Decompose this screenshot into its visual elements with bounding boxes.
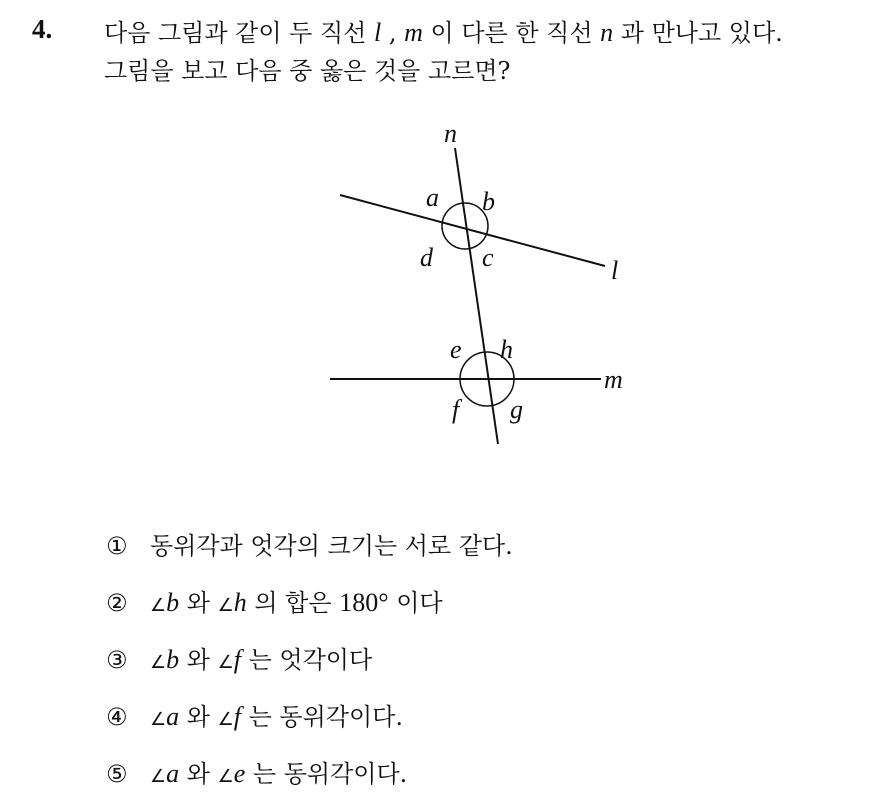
choice-mark: ③ bbox=[106, 646, 128, 674]
choice-3[interactable] bbox=[106, 640, 513, 697]
choice-5[interactable] bbox=[106, 754, 513, 811]
choice-mark: ⑤ bbox=[106, 760, 128, 788]
angle-label-a: a bbox=[426, 183, 439, 212]
angle-var: f bbox=[233, 645, 241, 674]
choice-text: 는 동위각이다. bbox=[245, 760, 408, 788]
choice-text: 이다 bbox=[388, 589, 443, 617]
transversal-figure bbox=[320, 112, 660, 452]
angle-symbol: ∠ bbox=[150, 652, 167, 673]
angle-symbol: ∠ bbox=[217, 709, 234, 730]
question-line-2: 그림을 보고 다음 중 옳은 것을 고르면? bbox=[104, 57, 511, 85]
question-stem bbox=[104, 14, 874, 90]
angle-var: f bbox=[233, 702, 241, 731]
angle-var: a bbox=[166, 759, 180, 788]
choice-1[interactable] bbox=[106, 526, 513, 583]
choice-conj: 와 bbox=[179, 703, 218, 731]
angle-symbol: ∠ bbox=[150, 709, 167, 730]
choice-conj: 와 bbox=[179, 646, 218, 674]
angle-label-g: g bbox=[510, 395, 523, 424]
angle-symbol: ∠ bbox=[150, 595, 167, 616]
question-line-1 bbox=[104, 14, 874, 52]
angle-symbol: ∠ bbox=[217, 595, 234, 616]
angle-var: b bbox=[166, 588, 180, 617]
angle-var: b bbox=[166, 645, 180, 674]
choice-conj: 와 bbox=[179, 589, 218, 617]
stem-text-2: 이 다른 한 직선 bbox=[422, 19, 601, 47]
angle-label-d: d bbox=[420, 243, 433, 272]
angle-label-c: c bbox=[482, 243, 494, 272]
choice-mark: ① bbox=[106, 532, 128, 560]
stem-text-1: 다음 그림과 같이 두 직선 bbox=[104, 19, 374, 47]
choice-4[interactable] bbox=[106, 697, 513, 754]
label-n: n bbox=[444, 119, 457, 148]
angle-var: a bbox=[166, 702, 180, 731]
choice-mark: ④ bbox=[106, 703, 128, 731]
stem-comma: , bbox=[381, 19, 405, 47]
angle-var: h bbox=[233, 588, 247, 617]
choice-text: 는 엇각이다 bbox=[240, 646, 373, 674]
stem-text-3: 과 만나고 있다. bbox=[613, 19, 783, 47]
label-m: m bbox=[604, 365, 623, 394]
answer-choices bbox=[106, 526, 513, 811]
degree-value: 180° bbox=[339, 588, 389, 617]
angle-label-e: e bbox=[450, 335, 462, 364]
var-m: m bbox=[404, 18, 423, 47]
angle-symbol: ∠ bbox=[217, 652, 234, 673]
var-n: n bbox=[600, 18, 614, 47]
angle-var: e bbox=[233, 759, 246, 788]
line-l bbox=[340, 195, 605, 266]
var-l: l bbox=[373, 18, 382, 47]
label-l: l bbox=[611, 256, 619, 285]
choice-mark: ② bbox=[106, 589, 128, 617]
angle-symbol: ∠ bbox=[217, 766, 234, 787]
angle-symbol: ∠ bbox=[150, 766, 167, 787]
choice-conj: 와 bbox=[179, 760, 218, 788]
choice-2[interactable] bbox=[106, 583, 513, 640]
angle-label-f: f bbox=[452, 395, 460, 424]
angle-label-h: h bbox=[500, 335, 513, 364]
choice-text: 동위각과 엇각의 크기는 서로 같다. bbox=[150, 532, 513, 560]
choice-text: 의 합은 bbox=[246, 589, 340, 617]
question-number: 4. bbox=[32, 14, 53, 44]
choice-text: 는 동위각이다. bbox=[240, 703, 403, 731]
angle-label-b: b bbox=[482, 187, 495, 216]
